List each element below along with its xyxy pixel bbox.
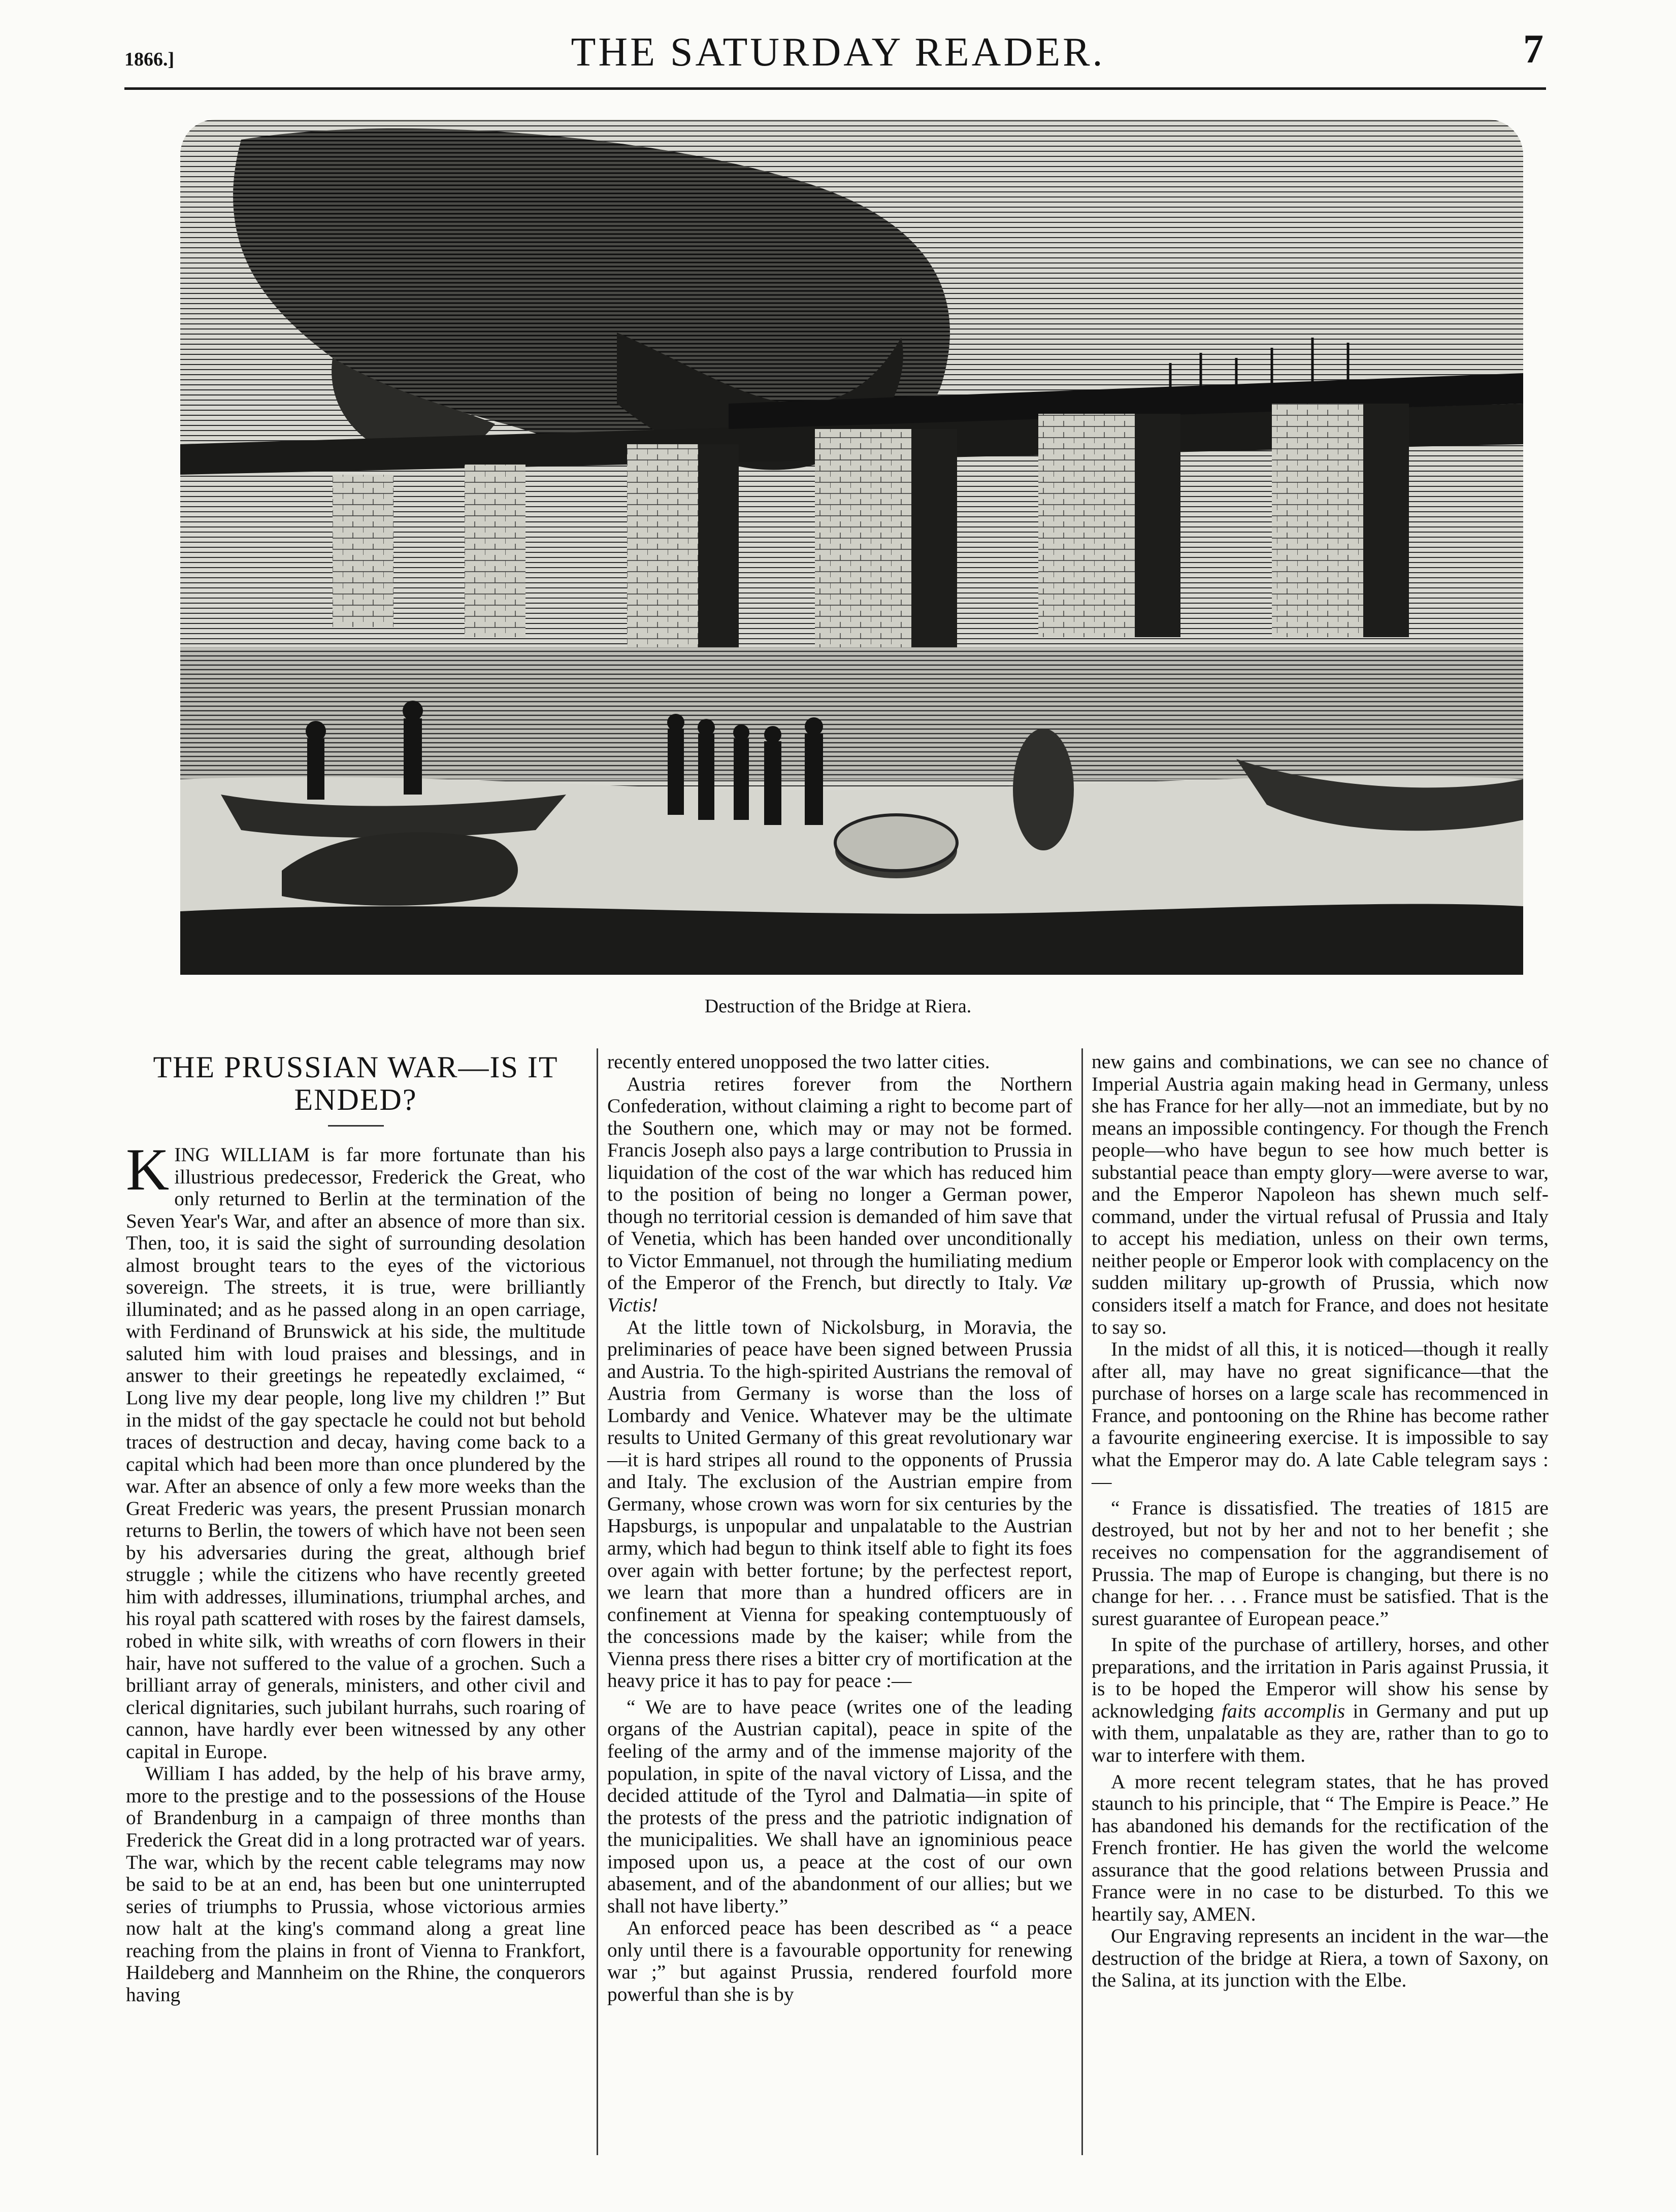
paragraph: Our Engraving represents an incident in the war—the destruction of the bridge at Riera, a town of Saxony, on the Salina, at its junction with the Elbe. xyxy=(1092,1925,1549,1992)
paragraph: A more recent telegram states, that he has proved staunch to his principle, that “ The Empire is Peace.” He has abandoned his demands for the rectification of the French frontier. He has given the world the welcome assurance that the good relations between Prussia and France were in no case to be disturbed. To this we heartily say, AMEN. xyxy=(1092,1770,1549,1925)
paragraph-text: Austria retires forever from the Northern Confederation, without claiming a right to become part of the Southern one, which may or may not be formed. Francis Joseph also pays a large contribution to Prussia in liquidation of the cost of the war which has reduced him to the position of being no longer a German power, though no territorial cession is demanded of him save that of Venetia, which has been handed over unconditionally to Victor Emmanuel, not through the humiliating medium of the Emperor of the French, but directly to Italy. xyxy=(607,1072,1072,1294)
headline-rule xyxy=(328,1125,384,1127)
paragraph: new gains and combinations, we can see no chance of Imperial Austria again making head in Germany, unless she has France for her ally—not an immediate, but by no means an impossible contingency. For though the French people—who have begun to see how much better is substantial peace than empty glory—were averse to war, and the Emperor Napoleon has shewn much self-command, under the virtual refusal of Prussia and Italy to accept his mediation, unless on their own terms, neither people or Emperor look with complacency on the sudden military up-growth of Prussia, which now considers itself a match for France, and does not hesitate to say so. xyxy=(1092,1050,1549,1338)
column-rule xyxy=(1081,1048,1083,2155)
paragraph xyxy=(607,1073,1072,1316)
paragraph: recently entered unopposed the two latter cities. xyxy=(607,1050,990,1073)
illustration-caption: Destruction of the Bridge at Riera. xyxy=(704,996,972,1017)
paragraph: An enforced peace has been described as “ a peace only until there is a favourable opportunity for renewing war ;” but against Prussia, rendered fourfold more powerful than she is by xyxy=(607,1917,1072,2005)
paragraph-text: In spite of the purchase of artillery, horses, and other preparations, and the irritation in Paris against Prussia, it is to be hoped the Emperor will show his sense by acknowledging xyxy=(1092,1633,1549,1722)
article-headline: THE PRUSSIAN WAR—IS IT ENDED? xyxy=(153,1050,558,1116)
column-rule xyxy=(597,1048,598,2155)
paragraph xyxy=(126,1136,585,1763)
paragraph-text: in Germany and put up with them, unpalatable as they are, rather than to go to war to interfere with them. xyxy=(1092,1699,1549,1766)
article-column-1 xyxy=(126,1051,585,2006)
page-number: 7 xyxy=(1523,27,1543,72)
engraving-illustration xyxy=(180,119,1523,975)
paragraph: William I has added, by the help of his brave army, more to the prestige and to the possessions of the House of Brandenburg in a campaign of three months than Frederick the Great did in a long protracted war of years. The war, which by the recent cable telegrams may now be said to be at an end, has been but one uninterrupted series of triumphs to Prussia, whose victorious armies now halt at the king's command along a great line reaching from the plains in front of Vienna to Frankfort, Haildeberg and Mannheim on the Rhine, the conquerors having xyxy=(126,1762,585,2006)
block-quote: “ France is dissatisfied. The treaties of 1815 are destroyed, but not by her and not to her benefit ; she receives no compensation for the aggrandisement of Prussia. The map of Europe is changing, but there is no change for her. . . . France must be satisfied. That is the surest guarantee of European peace.” xyxy=(1092,1496,1549,1630)
italic-phrase: Væ Victis! xyxy=(607,1271,1072,1316)
italic-phrase: faits accomplis xyxy=(1222,1699,1345,1722)
paragraph xyxy=(1092,1634,1549,1766)
masthead-title: THE SATURDAY READER. xyxy=(571,30,1105,75)
paragraph: At the little town of Nickolsburg, in Moravia, the preliminaries of peace have been signed between Prussia and Austria. To the high-spirited Austrians the removal of Austria from Germany is worse than the loss of Lombardy and Venice. Whatever may be the ultimate results to United Germany of this great revolutionary war—it is hard stripes all round to the opponents of Prussia and Italy. The exclusion of the Austrian empire from Germany, whose crown was worn for six centuries by the Hapsburgs, is unpopular and unpalatable to the Austrian army, which had begun to think itself able to fight its foes over again with better fortune; by the perfectest report, we learn that more than a hundred officers are in confinement at Vienna for speaking contemptuously of the concessions made by the kaiser; while from the Vienna press there rises a bitter cry of mortification at the heavy price it has to pay for peace :— xyxy=(607,1315,1072,1692)
article-column-2 xyxy=(607,1051,1072,2006)
paragraph: In the midst of all this, it is noticed—though it really after all, may have no great significance—that the purchase of horses on a large scale has recommenced in France, and pontooning on the Rhine has become rather a favourite engineering exercise. It is impossible to say what the Emperor may do. A late Cable telegram says :— xyxy=(1092,1338,1549,1493)
drop-cap: K xyxy=(126,1136,170,1203)
header-year: 1866.] xyxy=(124,49,175,70)
article-column-3 xyxy=(1092,1051,1549,1992)
paragraph-text: is far more fortunate than his illustrious predecessor, Frederick the Great, who only returned to Berlin at the termination of the Seven Year's War, and after an absence of more than six. Then, too, it is said the sight of surrounding desolation almost brought tears to the eyes of the victorious sovereign. The streets, it is true, were brilliantly illuminated; and as he passed along in an open carriage, with Ferdinand of Brunswick at his side, the multitude saluted him with loud praises and blessings, and in answer to their greetings he repeatedly exclaimed, “ Long live my dear people, long live my children !” But in the midst of the gay spectacle he could not but behold traces of destruction and decay, having come back to a capital which had been more than once plundered by the war. After an absence of only a few more weeks than the Great Frederic was years, the present Prussian monarch returns to Berlin, the towers of which have not been seen by his adversaries during the great, although brief struggle ; while the citizens who have recently greeted him with addresses, illuminations, triumphal arches, and his royal path scattered with roses by the fairest damsels, robed in white silk, with wreaths of corn flowers in their hair, have not suffered to the value of a grochen. Such a brilliant array of generals, ministers, and other civil and clerical dignitaries, such jubilant hurrahs, such roaring of cannon, have hardly ever been witnessed by any other capital in Europe. xyxy=(126,1143,585,1763)
bridge-burning-engraving xyxy=(180,119,1523,975)
lead-in: ING WILLIAM xyxy=(174,1143,310,1166)
block-quote: “ We are to have peace (writes one of the leading organs of the Austrian capital), peace in spite of the feeling of the army and of the immense majority of the population, in spite of the naval victory of Lissa, and the decided attitude of the Tyrol and Dalmatia—in spite of the protests of the press and the patriotic indignation of the municipalities. We shall have an ignominious peace imposed upon us, a peace at the cost of our own abasement, and of the abandonment of our allies; but we shall not have liberty.” xyxy=(607,1695,1072,1917)
header-rule xyxy=(124,87,1546,90)
